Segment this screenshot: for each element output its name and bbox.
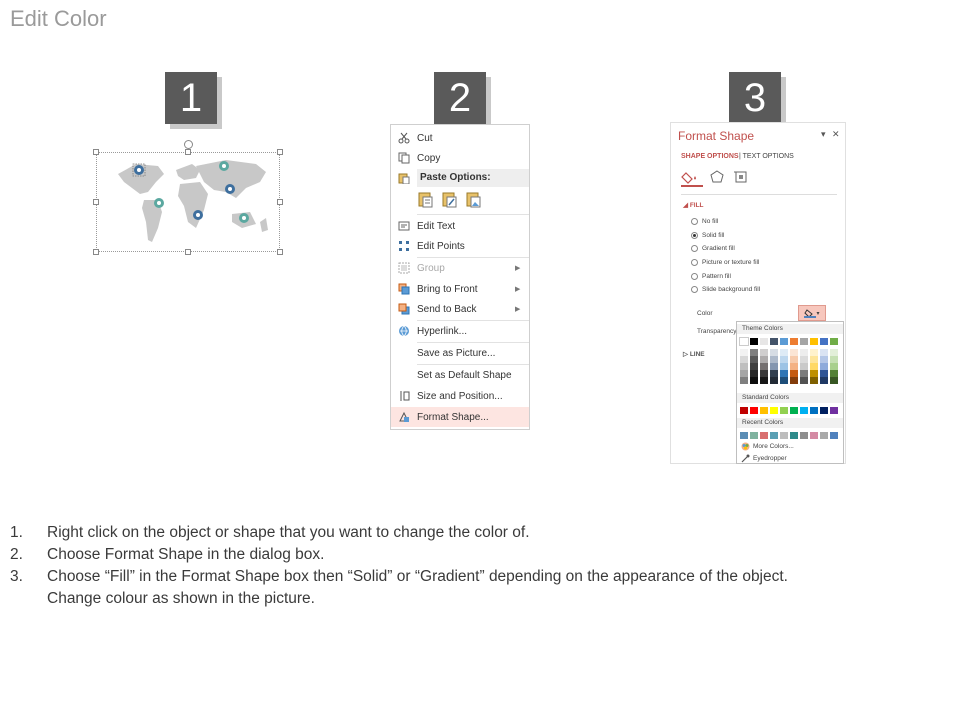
color-swatch[interactable] (740, 363, 748, 370)
size-properties-icon[interactable] (733, 169, 749, 185)
more-colors-link[interactable] (741, 442, 794, 451)
color-wheel-icon (741, 442, 750, 451)
color-swatch[interactable] (810, 370, 818, 377)
eyedropper-icon (741, 454, 750, 463)
context-menu (390, 124, 530, 430)
copy-icon (391, 148, 417, 168)
paint-bucket-icon (681, 169, 703, 185)
size-position-icon (391, 386, 417, 406)
instruction-text: Change colour as shown in the picture. (47, 590, 315, 607)
theme-colors-header: Theme Colors (737, 324, 843, 334)
menu-item-label: Size and Position... (417, 390, 503, 402)
color-swatch[interactable] (830, 349, 838, 356)
instruction-item (10, 544, 950, 566)
map-pins (96, 152, 282, 254)
color-swatch[interactable] (760, 338, 768, 345)
resize-handle[interactable] (93, 199, 99, 205)
theme-shades-grid (740, 349, 838, 384)
section-label: FILL (689, 202, 704, 209)
color-swatch[interactable] (790, 407, 798, 414)
radio-button[interactable] (691, 232, 698, 239)
radio-solid-fill[interactable] (691, 232, 724, 239)
instruction-text: Choose Format Shape in the dialog box. (47, 546, 325, 563)
instruction-text: Right click on the object or shape that you want to change the color of. (47, 524, 530, 541)
line-section-header[interactable]: ▷ LINE (683, 351, 705, 358)
scissors-icon (391, 128, 417, 148)
menu-item-label: Send to Back (417, 303, 477, 315)
color-swatch[interactable] (760, 349, 768, 356)
pin-icon (239, 213, 249, 223)
color-swatch[interactable] (800, 363, 808, 370)
menu-item-send-to-back[interactable] (391, 299, 529, 319)
standard-colors-row (740, 407, 838, 414)
color-swatch[interactable] (800, 377, 808, 384)
color-swatch[interactable] (780, 356, 788, 363)
radio-label: Slide background fill (702, 286, 761, 293)
recent-colors-header: Recent Colors (737, 418, 843, 428)
color-swatch[interactable] (830, 407, 838, 414)
color-swatch[interactable] (740, 349, 748, 356)
radio-button[interactable] (691, 286, 698, 293)
paste-picture-icon[interactable] (465, 191, 483, 209)
color-swatch[interactable] (820, 370, 828, 377)
menu-item-edit-points[interactable] (391, 236, 529, 256)
eyedropper-link[interactable] (741, 454, 787, 463)
color-swatch[interactable] (790, 349, 798, 356)
color-swatch[interactable] (750, 432, 758, 439)
paste-keep-format-icon[interactable] (417, 191, 435, 209)
menu-item-label: Format Shape... (417, 411, 489, 423)
color-swatch[interactable] (770, 377, 778, 384)
step-badge-1: 1 (165, 72, 217, 124)
rotate-handle-icon[interactable] (184, 140, 193, 149)
color-swatch[interactable] (810, 432, 818, 439)
color-swatch[interactable] (740, 370, 748, 377)
paste-icon (391, 168, 417, 188)
color-swatch[interactable] (780, 377, 788, 384)
color-swatch[interactable] (750, 338, 758, 345)
color-swatch[interactable] (750, 356, 758, 363)
color-swatch[interactable] (770, 432, 778, 439)
pane-options-icon[interactable]: ▾ (821, 129, 826, 139)
instruction-item (10, 566, 950, 588)
tab-text-options[interactable]: | TEXT OPTIONS (739, 153, 794, 160)
resize-handle[interactable] (277, 149, 283, 155)
color-swatch[interactable] (810, 349, 818, 356)
color-swatch[interactable] (760, 370, 768, 377)
submenu-arrow-icon: ▶ (515, 286, 521, 293)
menu-separator (417, 214, 529, 215)
radio-picture-fill[interactable] (691, 259, 759, 266)
radio-button[interactable] (691, 273, 698, 280)
color-swatch[interactable] (780, 407, 788, 414)
instruction-number: 2. (10, 546, 23, 563)
tab-shape-options[interactable]: SHAPE OPTIONS (681, 153, 739, 160)
menu-item-copy[interactable] (391, 148, 529, 168)
radio-label: Gradient fill (702, 245, 735, 252)
color-swatch[interactable] (740, 432, 748, 439)
blank-icon (391, 343, 417, 363)
radio-button[interactable] (691, 245, 698, 252)
menu-item-label: Cut (417, 132, 433, 144)
hyperlink-icon (391, 321, 417, 341)
color-swatch[interactable] (770, 349, 778, 356)
fill-line-tab[interactable] (681, 169, 703, 187)
fill-color-dropdown[interactable] (798, 305, 826, 321)
color-swatch[interactable] (780, 370, 788, 377)
radio-label: Solid fill (702, 232, 725, 239)
color-swatch[interactable] (800, 349, 808, 356)
color-swatch[interactable] (770, 338, 778, 345)
radio-label: Picture or texture fill (702, 259, 760, 266)
color-swatch[interactable] (820, 363, 828, 370)
radio-label: Pattern fill (702, 273, 731, 280)
instruction-list (10, 522, 950, 610)
standard-colors-header: Standard Colors (737, 393, 843, 403)
color-swatch[interactable] (790, 370, 798, 377)
bring-front-icon (391, 279, 417, 299)
color-swatch[interactable] (770, 370, 778, 377)
color-swatch[interactable] (750, 407, 758, 414)
menu-item-size-position[interactable] (391, 386, 529, 406)
menu-item-hyperlink[interactable] (391, 321, 529, 341)
menu-item-set-default-shape[interactable] (391, 365, 529, 385)
color-swatch[interactable] (810, 407, 818, 414)
radio-label: No fill (702, 218, 719, 225)
close-icon[interactable]: ✕ (832, 129, 840, 139)
pane-divider (681, 194, 837, 195)
color-swatch[interactable] (820, 338, 828, 345)
color-swatch[interactable] (790, 377, 798, 384)
color-swatch[interactable] (820, 377, 828, 384)
edit-points-icon (391, 236, 417, 256)
menu-item-label: Bring to Front (417, 283, 478, 295)
format-shape-icon (391, 407, 417, 427)
menu-item-cut[interactable] (391, 128, 529, 148)
group-icon (391, 258, 417, 278)
paste-options-header: Paste Options: (417, 169, 529, 187)
color-swatch[interactable] (790, 356, 798, 363)
color-swatch[interactable] (830, 370, 838, 377)
submenu-arrow-icon: ▶ (515, 306, 521, 313)
pin-icon (219, 161, 229, 171)
color-swatch[interactable] (760, 432, 768, 439)
color-swatch[interactable] (810, 356, 818, 363)
pin-icon (225, 184, 235, 194)
radio-button[interactable] (691, 259, 698, 266)
radio-button[interactable] (691, 218, 698, 225)
menu-item-label: Set as Default Shape (417, 369, 512, 381)
blank-icon (391, 365, 417, 385)
color-swatch[interactable] (790, 338, 798, 345)
world-map-shape[interactable] (96, 152, 282, 254)
pane-icon-row (681, 169, 841, 189)
color-swatch[interactable] (780, 432, 788, 439)
color-swatch[interactable] (780, 338, 788, 345)
resize-handle[interactable] (93, 249, 99, 255)
menu-item-label: Edit Text (417, 220, 456, 232)
color-swatch[interactable] (810, 363, 818, 370)
color-swatch[interactable] (790, 432, 798, 439)
step-badge-3: 3 (729, 72, 781, 124)
color-swatch[interactable] (770, 407, 778, 414)
color-swatch[interactable] (810, 338, 818, 345)
transparency-label: Transparency (697, 328, 737, 335)
menu-item-label: Edit Points (417, 240, 465, 252)
color-palette (736, 321, 844, 464)
color-swatch[interactable] (820, 356, 828, 363)
color-label: Color (697, 310, 713, 317)
color-swatch[interactable] (800, 356, 808, 363)
color-swatch[interactable] (740, 377, 748, 384)
instruction-number: 3. (10, 568, 23, 585)
menu-item-label: Hyperlink... (417, 325, 468, 337)
instruction-item (10, 588, 950, 610)
color-swatch[interactable] (820, 407, 828, 414)
resize-handle[interactable] (277, 199, 283, 205)
instruction-number: 1. (10, 524, 23, 541)
instruction-item (10, 522, 950, 544)
paste-buttons (417, 191, 483, 209)
page-title: Edit Color (10, 6, 107, 31)
pentagon-effects-icon[interactable] (709, 169, 725, 185)
color-swatch[interactable] (830, 432, 838, 439)
menu-item-format-shape[interactable] (391, 407, 529, 427)
color-swatch[interactable] (750, 349, 758, 356)
color-swatch[interactable] (750, 377, 758, 384)
menu-item-label: Save as Picture... (417, 347, 496, 359)
theme-top-row (740, 338, 838, 345)
instruction-text: Choose “Fill” in the Format Shape box then “Solid” or “Gradient” depending on the appearance of the object. (47, 568, 788, 585)
pin-icon (154, 198, 164, 208)
submenu-arrow-icon: ▶ (515, 265, 521, 272)
resize-handle[interactable] (185, 149, 191, 155)
edit-text-icon (391, 216, 417, 236)
pin-icon (133, 164, 145, 176)
instruction-number (10, 588, 47, 610)
tab-label: TEXT OPTIONS (742, 153, 794, 160)
step-badge-2: 2 (434, 72, 486, 124)
menu-item-bring-to-front[interactable] (391, 279, 529, 299)
color-swatch[interactable] (750, 370, 758, 377)
radio-gradient-fill[interactable] (691, 245, 735, 252)
color-swatch[interactable] (830, 363, 838, 370)
resize-handle[interactable] (277, 249, 283, 255)
color-swatch[interactable] (760, 377, 768, 384)
color-swatch[interactable] (830, 356, 838, 363)
menu-item-label: Copy (417, 152, 441, 164)
menu-item-label: Group (417, 262, 445, 274)
color-swatch[interactable] (770, 363, 778, 370)
color-swatch[interactable] (790, 363, 798, 370)
color-swatch[interactable] (760, 363, 768, 370)
pin-icon (193, 210, 203, 220)
radio-no-fill[interactable] (691, 218, 718, 225)
menu-item-group[interactable] (391, 258, 529, 278)
color-swatch[interactable] (830, 338, 838, 345)
color-swatch[interactable] (800, 432, 808, 439)
recent-colors-row (740, 432, 838, 439)
more-colors-label: More Colors... (753, 443, 794, 450)
color-swatch[interactable] (820, 349, 828, 356)
color-swatch[interactable] (780, 349, 788, 356)
color-swatch[interactable] (760, 356, 768, 363)
color-swatch[interactable] (820, 432, 828, 439)
fill-section-header[interactable]: ◢ FILL (683, 202, 704, 209)
color-swatch[interactable] (780, 363, 788, 370)
color-swatch[interactable] (740, 338, 748, 345)
section-label: LINE (689, 351, 705, 358)
radio-slide-background-fill[interactable] (691, 286, 760, 293)
send-back-icon (391, 299, 417, 319)
color-swatch[interactable] (750, 363, 758, 370)
paint-bucket-icon (804, 308, 816, 318)
color-swatch[interactable] (740, 407, 748, 414)
resize-handle[interactable] (93, 149, 99, 155)
radio-pattern-fill[interactable] (691, 273, 731, 280)
eyedropper-label: Eyedropper (753, 455, 787, 462)
paste-merge-format-icon[interactable] (441, 191, 459, 209)
color-swatch[interactable] (800, 407, 808, 414)
color-swatch[interactable] (810, 377, 818, 384)
color-swatch[interactable] (740, 356, 748, 363)
menu-item-save-as-picture[interactable] (391, 343, 529, 363)
color-swatch[interactable] (770, 356, 778, 363)
color-swatch[interactable] (800, 370, 808, 377)
color-swatch[interactable] (800, 338, 808, 345)
resize-handle[interactable] (185, 249, 191, 255)
color-swatch[interactable] (760, 407, 768, 414)
chevron-down-icon: ▾ (816, 310, 820, 317)
color-swatch[interactable] (830, 377, 838, 384)
menu-item-edit-text[interactable] (391, 216, 529, 236)
pane-title: Format Shape (678, 129, 755, 143)
